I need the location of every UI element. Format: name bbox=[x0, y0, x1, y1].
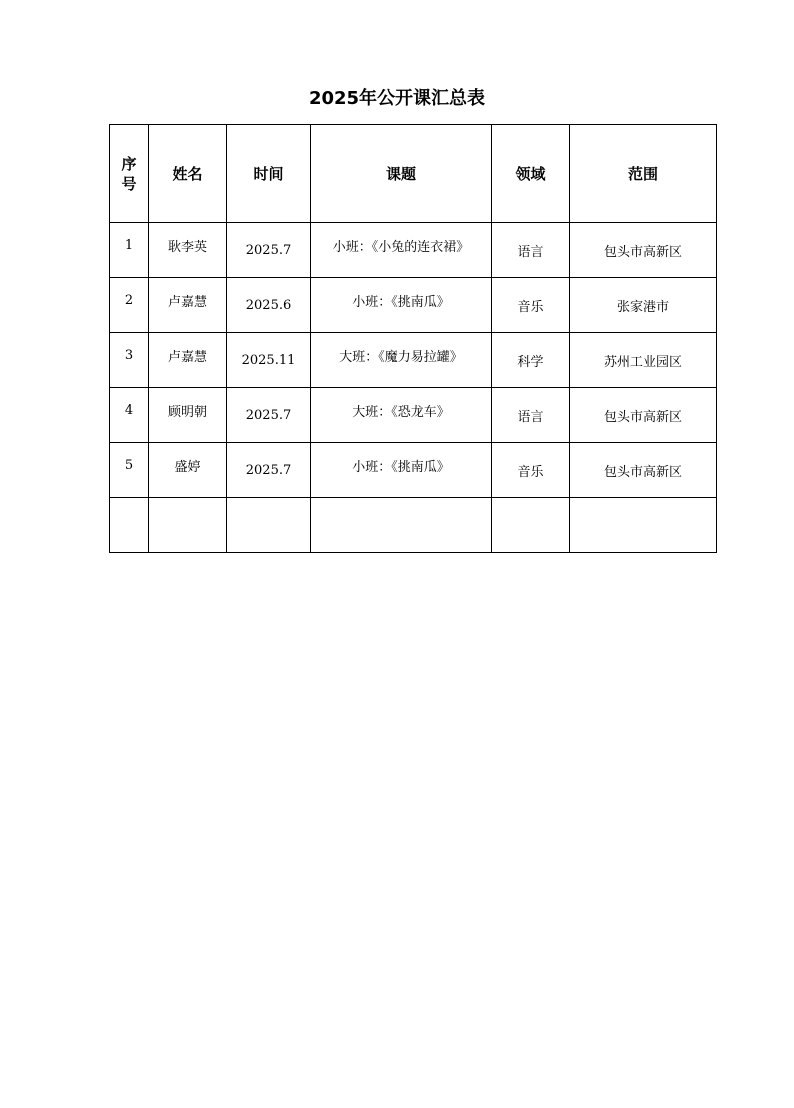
table-row bbox=[110, 223, 717, 278]
table-row bbox=[110, 278, 717, 333]
row-topic: 大班：《恐龙车》 bbox=[352, 404, 450, 420]
row-index: 1 bbox=[124, 237, 134, 253]
row-topic: 大班：《魔力易拉罐》 bbox=[339, 349, 463, 365]
table-header-row bbox=[110, 125, 717, 223]
row-name: 顾明朝 bbox=[167, 404, 207, 420]
table-row bbox=[110, 443, 717, 498]
row-index: 2 bbox=[124, 292, 134, 308]
row-time bbox=[227, 498, 311, 553]
row-time: 2025.7 bbox=[227, 443, 311, 498]
row-scope bbox=[570, 498, 717, 553]
row-topic: 小班：《挑南瓜》 bbox=[352, 294, 450, 310]
row-time: 2025.11 bbox=[227, 333, 311, 388]
row-scope: 包头市高新区 bbox=[570, 388, 717, 443]
header-name: 姓名 bbox=[149, 125, 227, 223]
header-scope: 范围 bbox=[570, 125, 717, 223]
page-title: 2025年公开课汇总表 bbox=[308, 88, 486, 109]
row-domain: 语言 bbox=[492, 388, 570, 443]
table-row bbox=[110, 388, 717, 443]
row-domain: 语言 bbox=[492, 223, 570, 278]
row-scope: 张家港市 bbox=[570, 278, 717, 333]
table-row bbox=[110, 333, 717, 388]
row-domain bbox=[492, 498, 570, 553]
row-index: 4 bbox=[124, 402, 134, 418]
row-domain: 科学 bbox=[492, 333, 570, 388]
header-domain: 领域 bbox=[492, 125, 570, 223]
header-topic: 课题 bbox=[311, 125, 492, 223]
row-scope: 苏州工业园区 bbox=[570, 333, 717, 388]
header-time: 时间 bbox=[227, 125, 311, 223]
row-scope: 包头市高新区 bbox=[570, 443, 717, 498]
row-domain: 音乐 bbox=[492, 443, 570, 498]
row-time: 2025.6 bbox=[227, 278, 311, 333]
row-time: 2025.7 bbox=[227, 388, 311, 443]
row-name: 耿李英 bbox=[167, 239, 207, 255]
row-topic: 小班：《小兔的连衣裙》 bbox=[332, 239, 470, 255]
row-domain: 音乐 bbox=[492, 278, 570, 333]
row-index: 5 bbox=[124, 457, 134, 473]
header-index: 序号 bbox=[110, 125, 149, 223]
row-index: 3 bbox=[124, 347, 134, 363]
row-name bbox=[149, 498, 227, 553]
row-index bbox=[110, 498, 149, 553]
row-time: 2025.7 bbox=[227, 223, 311, 278]
row-name: 卢嘉慧 bbox=[167, 349, 207, 365]
open-class-summary-table bbox=[109, 124, 717, 553]
table-row-empty bbox=[110, 498, 717, 553]
row-name: 盛婷 bbox=[174, 459, 201, 475]
row-topic bbox=[311, 498, 492, 553]
row-topic: 小班：《挑南瓜》 bbox=[352, 459, 450, 475]
row-name: 卢嘉慧 bbox=[167, 294, 207, 310]
row-scope: 包头市高新区 bbox=[570, 223, 717, 278]
